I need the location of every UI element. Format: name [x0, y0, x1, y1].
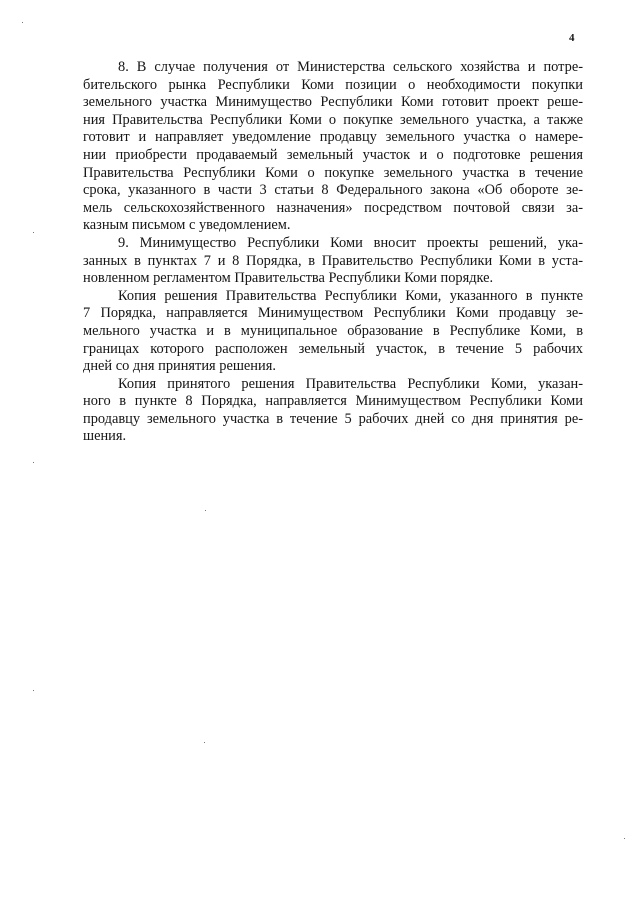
text-line: 8. В случае получения от Министерства сельского хозяйства и потре-	[118, 59, 583, 75]
scan-speck	[33, 690, 34, 691]
text-line: дней со дня принятия решения.	[83, 358, 276, 375]
text-line: срока, указанного в части 3 статьи 8 Федерального закона «Об обороте зе-	[83, 182, 583, 199]
text-line: бительского рынка Республики Коми позиции о необходимости покупки	[83, 76, 583, 93]
scan-speck	[205, 510, 206, 511]
text-line: ного в пункте 8 Порядка, направляется Минимуществом Республики Коми	[83, 393, 583, 410]
text-line: мельного участка и в муниципальное образование в Республике Коми, в	[83, 322, 583, 339]
scan-speck	[33, 232, 34, 233]
text-line: Копия решения Правительства Республики Коми, указанного в пункте	[118, 287, 583, 304]
text-line: мель сельскохозяйственного назначения» посредством почтовой связи за-	[83, 199, 583, 216]
scan-speck	[33, 462, 34, 463]
paragraph-copy-decision-7	[83, 288, 583, 376]
text-line: 9. Минимущество Республики Коми вносит проекты решений, ука-	[118, 234, 583, 251]
paragraph-8	[83, 59, 583, 235]
text-line: шения.	[83, 428, 127, 445]
page-number: 4	[569, 32, 575, 44]
text-line: занных в пунктах 7 и 8 Порядка, в Правительство Республики Коми в уста-	[83, 252, 583, 269]
text-line: земельного участка Минимущество Республики Коми готовит проект реше-	[83, 94, 583, 111]
scan-speck	[624, 838, 625, 839]
paragraph-9	[83, 235, 583, 288]
text-line: новленном регламентом Правительства Республики Коми порядке.	[83, 270, 494, 287]
text-line: Копия принятого решения Правительства Республики Коми, указан-	[118, 375, 583, 392]
text-line: казным письмом с уведомлением.	[83, 217, 291, 234]
scan-speck	[22, 22, 23, 23]
paragraph-copy-decision-8	[83, 376, 583, 446]
text-line: нии приобрести продаваемый земельный участок и о подготовке решения	[83, 146, 583, 163]
text-line: ния Правительства Республики Коми о покупке земельного участка, а также	[83, 111, 583, 128]
text-line: продавцу земельного участка в течение 5 рабочих дней со дня принятия ре-	[83, 410, 583, 427]
text-line: готовит и направляет уведомление продавцу земельного участка о намере-	[83, 129, 583, 146]
text-line: 7 Порядка, направляется Минимуществом Республики Коми продавцу зе-	[83, 305, 583, 322]
text-line: Правительства Республики Коми о покупке земельного участка в течение	[83, 164, 583, 181]
scan-speck	[204, 742, 205, 743]
body-text	[83, 59, 583, 446]
text-line: границах которого расположен земельный участок, в течение 5 рабочих	[83, 340, 583, 357]
